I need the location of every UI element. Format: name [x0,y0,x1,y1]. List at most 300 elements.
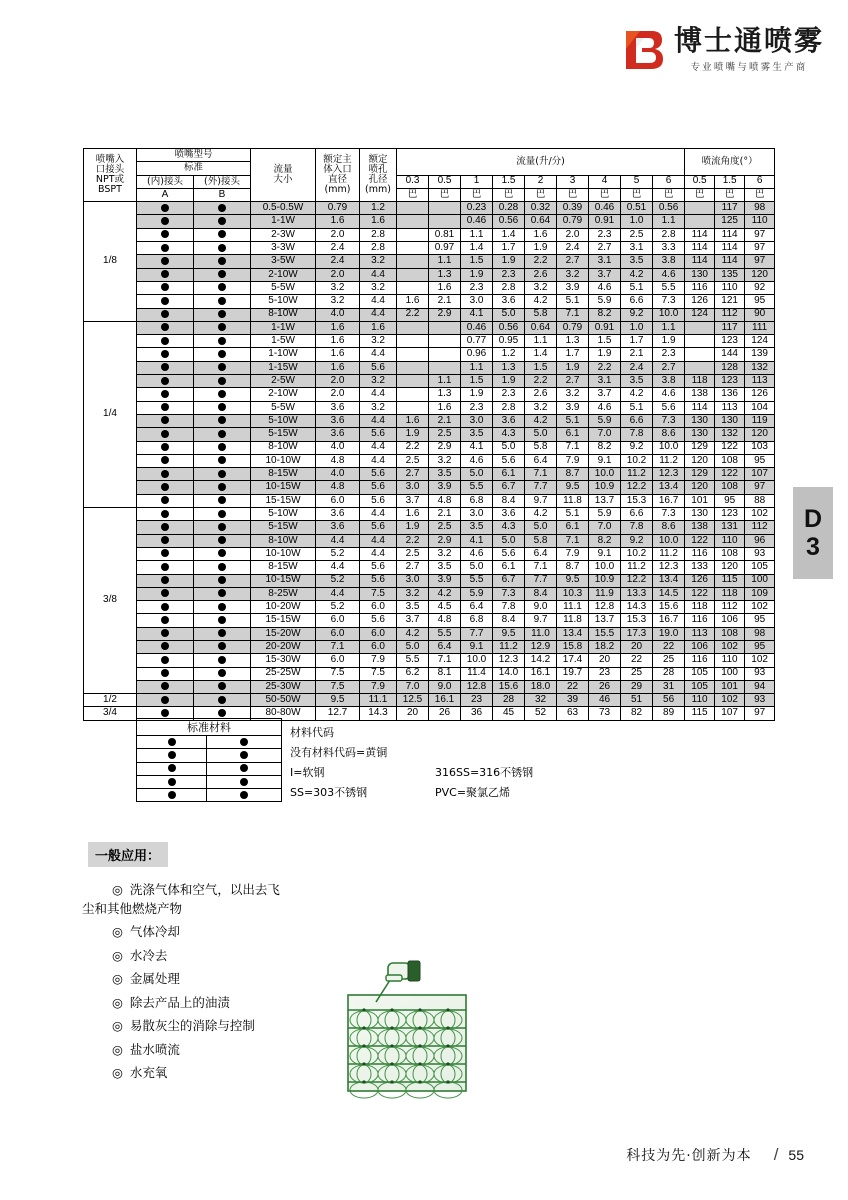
table-row [84,414,775,427]
cell-flow-6bar: 10.0 [653,534,685,547]
header-body-inlet-diameter: 额定主 体入口 直径 (mm) [316,149,360,202]
cell-inlet-size: 1/4 [84,321,137,507]
cell-angle-0.5bar: 118 [685,601,715,614]
filled-circle-icon [218,441,226,453]
cell-flow-6bar: 16.7 [653,614,685,627]
cell-flow-6bar: 11.2 [653,454,685,467]
cell-flow-3bar: 22 [557,680,589,693]
cell-body-inlet-diameter: 3.2 [316,281,360,294]
cell-angle-0.5bar: 133 [685,561,715,574]
cell-connection-b-dot [194,468,251,481]
cell-flow-6bar: 1.1 [653,321,685,334]
cell-flow-5bar: 11.2 [621,561,653,574]
cell-flow-0.5bar: 0.97 [429,242,461,255]
filled-circle-icon [218,521,226,533]
table-row [84,202,775,215]
cell-flow-0.3bar: 2.5 [397,454,429,467]
cell-angle-0.5bar: 122 [685,534,715,547]
cell-model: 8-10W [251,534,316,547]
header-pressure-0.3: 0.3 [397,175,429,188]
cell-flow-0.5bar: 3.5 [429,561,461,574]
cell-flow-0.5bar: 2.5 [429,428,461,441]
material-row [137,789,282,802]
cell-flow-0.5bar: 4.2 [429,587,461,600]
cell-flow-3bar: 2.7 [557,255,589,268]
cell-connection-b-dot [194,401,251,414]
filled-circle-icon [218,494,226,506]
cell-flow-3bar: 6.1 [557,521,589,534]
cell-connection-a-dot [137,308,194,321]
cell-connection-a-dot [137,680,194,693]
header-unit-bar-1: 巴 [461,188,493,201]
cell-flow-1.5bar: 6.7 [493,574,525,587]
cell-angle-0.5bar: 122 [685,587,715,600]
cell-flow-0.3bar [397,202,429,215]
cell-flow-3bar: 15.8 [557,640,589,653]
cell-angle-0.5bar: 129 [685,468,715,481]
cell-model: 25-25W [251,667,316,680]
cell-angle-0.5bar [685,361,715,374]
cell-flow-5bar: 7.8 [621,428,653,441]
cell-angle-0.5bar: 138 [685,521,715,534]
cell-flow-0.5bar [429,202,461,215]
cell-flow-1.5bar: 15.6 [493,680,525,693]
cell-flow-1.5bar: 3.6 [493,508,525,521]
filled-circle-icon [161,654,169,666]
cell-flow-0.5bar: 4.8 [429,614,461,627]
cell-connection-b-dot [194,242,251,255]
cell-body-inlet-diameter: 3.6 [316,428,360,441]
cell-flow-0.5bar [429,321,461,334]
cell-connection-b-dot [194,308,251,321]
header-nozzle-model: 喷嘴型号 [137,149,251,162]
cell-flow-5bar: 20 [621,640,653,653]
table-row [84,255,775,268]
cell-connection-a-dot [137,454,194,467]
cell-flow-2bar: 32 [525,694,557,707]
cell-connection-b-dot [194,667,251,680]
cell-flow-6bar: 2.8 [653,228,685,241]
material-dot-b [207,789,282,802]
filled-circle-icon [161,361,169,373]
cell-body-inlet-diameter: 1.6 [316,321,360,334]
cell-angle-6bar: 103 [745,441,775,454]
filled-circle-icon [218,335,226,347]
cell-angle-1.5bar: 101 [715,680,745,693]
cell-flow-0.3bar: 1.9 [397,521,429,534]
cell-body-inlet-diameter: 1.6 [316,335,360,348]
table-row [84,654,775,667]
cell-angle-6bar: 97 [745,481,775,494]
cell-flow-2bar: 3.2 [525,281,557,294]
cell-connection-a-dot [137,694,194,707]
cell-angle-0.5bar: 116 [685,281,715,294]
cell-flow-3bar: 11.8 [557,494,589,507]
cell-connection-b-dot [194,587,251,600]
cell-model: 2-10W [251,268,316,281]
cell-flow-2bar: 5.8 [525,308,557,321]
cell-flow-5bar: 5.1 [621,401,653,414]
table-row [84,574,775,587]
cell-flow-2bar: 4.2 [525,414,557,427]
page-footer [0,1145,848,1165]
cell-angle-1.5bar: 130 [715,414,745,427]
cell-angle-6bar: 93 [745,667,775,680]
cell-flow-2bar: 6.4 [525,547,557,560]
cell-flow-0.3bar: 2.2 [397,308,429,321]
cell-flow-5bar: 6.6 [621,295,653,308]
legend-right-1: 316SS=316不锈钢 [435,766,534,779]
cell-flow-4bar: 3.1 [589,375,621,388]
page-number: 55 [788,1147,804,1163]
cell-flow-1bar: 6.4 [461,601,493,614]
cell-flow-1bar: 0.46 [461,215,493,228]
cell-connection-b-dot [194,215,251,228]
cell-flow-5bar: 12.2 [621,574,653,587]
cell-flow-0.3bar [397,321,429,334]
cell-flow-0.5bar: 16.1 [429,694,461,707]
cell-flow-1.5bar: 6.7 [493,481,525,494]
section-tab-letter: D [803,504,823,533]
cell-angle-6bar: 95 [745,614,775,627]
cell-orifice-diameter: 7.5 [360,667,397,680]
cell-flow-5bar: 1.7 [621,335,653,348]
filled-circle-icon [161,228,169,240]
table-row [84,694,775,707]
filled-circle-icon [240,762,248,774]
header-unit-bar-4: 巴 [589,188,621,201]
cell-flow-0.5bar: 1.1 [429,375,461,388]
cell-flow-3bar: 11.8 [557,614,589,627]
cell-flow-2bar: 2.2 [525,255,557,268]
filled-circle-icon [161,640,169,652]
cell-angle-1.5bar: 115 [715,574,745,587]
application-item-label: 除去产品上的油渍 [129,994,230,1010]
cell-angle-1.5bar: 107 [715,707,745,720]
cell-flow-3bar: 39 [557,694,589,707]
legend-row-1 [290,767,655,778]
cell-body-inlet-diameter: 3.6 [316,401,360,414]
cell-body-inlet-diameter: 6.0 [316,494,360,507]
legend-row-0 [290,747,655,758]
cell-orifice-diameter: 5.6 [360,574,397,587]
cell-flow-2bar: 18.0 [525,680,557,693]
cell-inlet-size: 1/2 [84,694,137,707]
cell-flow-0.5bar: 2.5 [429,521,461,534]
cell-flow-2bar: 9.0 [525,601,557,614]
cell-flow-6bar: 28 [653,667,685,680]
cell-flow-6bar: 31 [653,680,685,693]
cell-angle-1.5bar: 123 [715,508,745,521]
double-circle-icon: ◎ [112,971,123,986]
cell-angle-0.5bar: 101 [685,494,715,507]
cell-model: 10-20W [251,601,316,614]
cell-body-inlet-diameter: 4.8 [316,454,360,467]
cell-body-inlet-diameter: 4.0 [316,468,360,481]
cell-connection-b-dot [194,268,251,281]
cell-flow-0.5bar: 1.6 [429,281,461,294]
cell-angle-0.5bar: 105 [685,680,715,693]
cell-flow-3bar: 3.2 [557,388,589,401]
cell-model: 20-20W [251,640,316,653]
cell-flow-5bar: 9.2 [621,308,653,321]
cell-flow-1bar: 5.9 [461,587,493,600]
cell-flow-3bar: 2.7 [557,375,589,388]
legend-left-1: I=软钢 [290,766,325,779]
cell-flow-6bar: 14.5 [653,587,685,600]
cell-flow-1bar: 4.1 [461,534,493,547]
cell-angle-0.5bar: 120 [685,454,715,467]
header-standard: 标准 [137,162,251,175]
cell-flow-1bar: 2.3 [461,401,493,414]
header-pressure-1: 1 [461,175,493,188]
cell-flow-4bar: 8.2 [589,308,621,321]
cell-body-inlet-diameter: 4.8 [316,481,360,494]
cell-flow-1.5bar: 1.3 [493,361,525,374]
cell-flow-5bar: 4.2 [621,388,653,401]
header-pressure-6: 6 [653,175,685,188]
table-row [84,308,775,321]
table-row [84,321,775,334]
cell-flow-1bar: 1.1 [461,361,493,374]
cell-orifice-diameter: 2.8 [360,242,397,255]
cell-orifice-diameter: 1.6 [360,215,397,228]
cell-flow-1.5bar: 45 [493,707,525,720]
cell-flow-1.5bar: 14.0 [493,667,525,680]
header-connection-internal: (内)接头 [137,175,194,188]
header-angle-unit-bar-1.5: 巴 [715,188,745,201]
application-item-label: 洗涤气体和空气，以出去飞 [129,882,280,897]
cell-flow-2bar: 2.6 [525,388,557,401]
cell-angle-6bar: 102 [745,508,775,521]
table-row [84,547,775,560]
cell-flow-5bar: 5.1 [621,281,653,294]
cell-model: 8-10W [251,308,316,321]
cell-angle-1.5bar: 106 [715,614,745,627]
cell-angle-6bar: 104 [745,401,775,414]
material-row [137,736,282,749]
cell-flow-2bar: 4.2 [525,508,557,521]
header-angle-unit-bar-6: 巴 [745,188,775,201]
cell-connection-a-dot [137,215,194,228]
cell-flow-2bar: 1.5 [525,361,557,374]
cell-flow-4bar: 23 [589,667,621,680]
cell-flow-4bar: 10.0 [589,561,621,574]
cell-angle-6bar: 88 [745,494,775,507]
cell-flow-0.5bar: 8.1 [429,667,461,680]
cell-flow-4bar: 18.2 [589,640,621,653]
header-angle-pressure-1.5: 1.5 [715,175,745,188]
cell-flow-2bar: 7.1 [525,468,557,481]
table-row [84,375,775,388]
nozzle-spec-table [83,148,775,721]
application-item-label: 盐水喷流 [129,1041,180,1057]
brand-name: 博士通喷雾 [673,24,824,57]
cell-connection-b-dot [194,321,251,334]
cell-connection-b-dot [194,295,251,308]
cell-flow-5bar: 29 [621,680,653,693]
cell-flow-3bar: 8.7 [557,468,589,481]
double-circle-icon: ◎ [112,947,123,963]
cell-flow-4bar: 4.6 [589,401,621,414]
filled-circle-icon [161,667,169,679]
cell-flow-1.5bar: 1.7 [493,242,525,255]
cell-connection-a-dot [137,614,194,627]
cell-orifice-diameter: 6.0 [360,640,397,653]
cell-model: 8-15W [251,561,316,574]
cell-angle-6bar: 120 [745,268,775,281]
table-row [84,242,775,255]
cell-connection-a-dot [137,335,194,348]
material-title-row [137,719,282,736]
header-flow-size: 流量 大小 [251,149,316,202]
cell-flow-0.5bar: 26 [429,707,461,720]
cell-flow-1bar: 12.8 [461,680,493,693]
cell-flow-5bar: 2.1 [621,348,653,361]
cell-model: 15-30W [251,654,316,667]
cell-angle-0.5bar: 114 [685,255,715,268]
cell-flow-5bar: 3.5 [621,255,653,268]
cell-flow-6bar: 3.8 [653,375,685,388]
cell-angle-6bar: 97 [745,255,775,268]
cell-flow-0.3bar: 1.6 [397,414,429,427]
filled-circle-icon [218,281,226,293]
filled-circle-icon [218,694,226,706]
cell-flow-6bar: 89 [653,707,685,720]
table-row [84,215,775,228]
cell-connection-b-dot [194,388,251,401]
cell-flow-0.3bar: 7.0 [397,680,429,693]
cell-flow-0.3bar: 4.2 [397,627,429,640]
cell-flow-2bar: 9.7 [525,494,557,507]
cell-flow-0.3bar: 3.0 [397,481,429,494]
filled-circle-icon [161,242,169,254]
cell-flow-6bar: 7.3 [653,295,685,308]
application-item-label: 气体冷却 [129,924,180,939]
cell-angle-1.5bar: 110 [715,534,745,547]
cell-flow-3bar: 5.1 [557,414,589,427]
table-row [84,601,775,614]
cell-connection-b-dot [194,601,251,614]
legend-heading: 材料代码 [290,726,334,739]
cell-flow-0.3bar [397,242,429,255]
cell-body-inlet-diameter: 5.2 [316,601,360,614]
cell-flow-5bar: 0.51 [621,202,653,215]
cell-flow-3bar: 3.9 [557,281,589,294]
cell-model: 8-10W [251,441,316,454]
cell-connection-a-dot [137,627,194,640]
cell-flow-5bar: 10.2 [621,547,653,560]
cell-flow-4bar: 3.1 [589,255,621,268]
cell-connection-b-dot [194,361,251,374]
cell-flow-1bar: 1.9 [461,268,493,281]
cell-flow-6bar: 13.4 [653,481,685,494]
cell-flow-1.5bar: 8.4 [493,614,525,627]
cell-flow-0.3bar: 2.2 [397,534,429,547]
double-circle-icon: ◎ [112,994,123,1010]
cell-orifice-diameter: 4.4 [360,441,397,454]
cell-angle-0.5bar: 114 [685,228,715,241]
cell-connection-b-dot [194,627,251,640]
cell-connection-a-dot [137,281,194,294]
applications-title: 一般应用： [88,842,168,867]
cell-flow-5bar: 10.2 [621,454,653,467]
cell-body-inlet-diameter: 2.0 [316,375,360,388]
filled-circle-icon [161,441,169,453]
material-dot-a [137,775,207,788]
cell-flow-2bar: 2.6 [525,268,557,281]
table-row [84,494,775,507]
table-row [84,228,775,241]
cell-connection-b-dot [194,428,251,441]
cell-angle-0.5bar: 130 [685,414,715,427]
filled-circle-icon [161,401,169,413]
cell-flow-6bar: 11.2 [653,547,685,560]
cell-flow-1bar: 4.1 [461,441,493,454]
cell-flow-6bar: 5.6 [653,401,685,414]
cell-angle-6bar: 112 [745,521,775,534]
cell-angle-1.5bar: 120 [715,561,745,574]
cell-orifice-diameter: 5.6 [360,614,397,627]
cell-angle-6bar: 95 [745,640,775,653]
cell-flow-1.5bar: 6.1 [493,468,525,481]
cell-flow-2bar: 5.0 [525,521,557,534]
filled-circle-icon [218,414,226,426]
cell-flow-4bar: 0.46 [589,202,621,215]
cell-body-inlet-diameter: 12.7 [316,707,360,720]
cell-flow-6bar: 2.7 [653,361,685,374]
filled-circle-icon [161,561,169,573]
cell-flow-1.5bar: 11.2 [493,640,525,653]
cell-flow-0.3bar [397,375,429,388]
cell-flow-2bar: 52 [525,707,557,720]
cell-body-inlet-diameter: 4.4 [316,561,360,574]
application-item-label: 易散灰尘的消除与控制 [129,1018,255,1033]
cell-flow-0.3bar: 5.5 [397,654,429,667]
cell-connection-a-dot [137,321,194,334]
cell-angle-6bar: 100 [745,574,775,587]
filled-circle-icon [218,654,226,666]
cell-angle-6bar: 90 [745,308,775,321]
cell-orifice-diameter: 4.4 [360,508,397,521]
cell-connection-b-dot [194,494,251,507]
cell-model: 5-10W [251,414,316,427]
cell-flow-2bar: 0.32 [525,202,557,215]
cell-model: 1-15W [251,361,316,374]
cell-flow-0.5bar: 6.4 [429,640,461,653]
cell-angle-6bar: 132 [745,361,775,374]
filled-circle-icon [218,295,226,307]
cell-angle-1.5bar: 144 [715,348,745,361]
cell-flow-1bar: 3.5 [461,428,493,441]
cell-flow-1.5bar: 4.3 [493,521,525,534]
cell-flow-0.5bar: 0.81 [429,228,461,241]
filled-circle-icon [161,614,169,626]
cell-angle-1.5bar: 132 [715,428,745,441]
footer-separator: / [773,1145,779,1164]
cell-flow-6bar: 7.3 [653,414,685,427]
cell-flow-1bar: 11.4 [461,667,493,680]
cell-flow-0.3bar: 5.0 [397,640,429,653]
cell-flow-0.3bar: 3.7 [397,494,429,507]
cell-orifice-diameter: 3.2 [360,375,397,388]
table-row [84,627,775,640]
application-item-label: 水充氧 [129,1065,168,1080]
cell-flow-1bar: 9.1 [461,640,493,653]
table-row [84,680,775,693]
cell-flow-5bar: 2.5 [621,228,653,241]
filled-circle-icon [161,321,169,333]
